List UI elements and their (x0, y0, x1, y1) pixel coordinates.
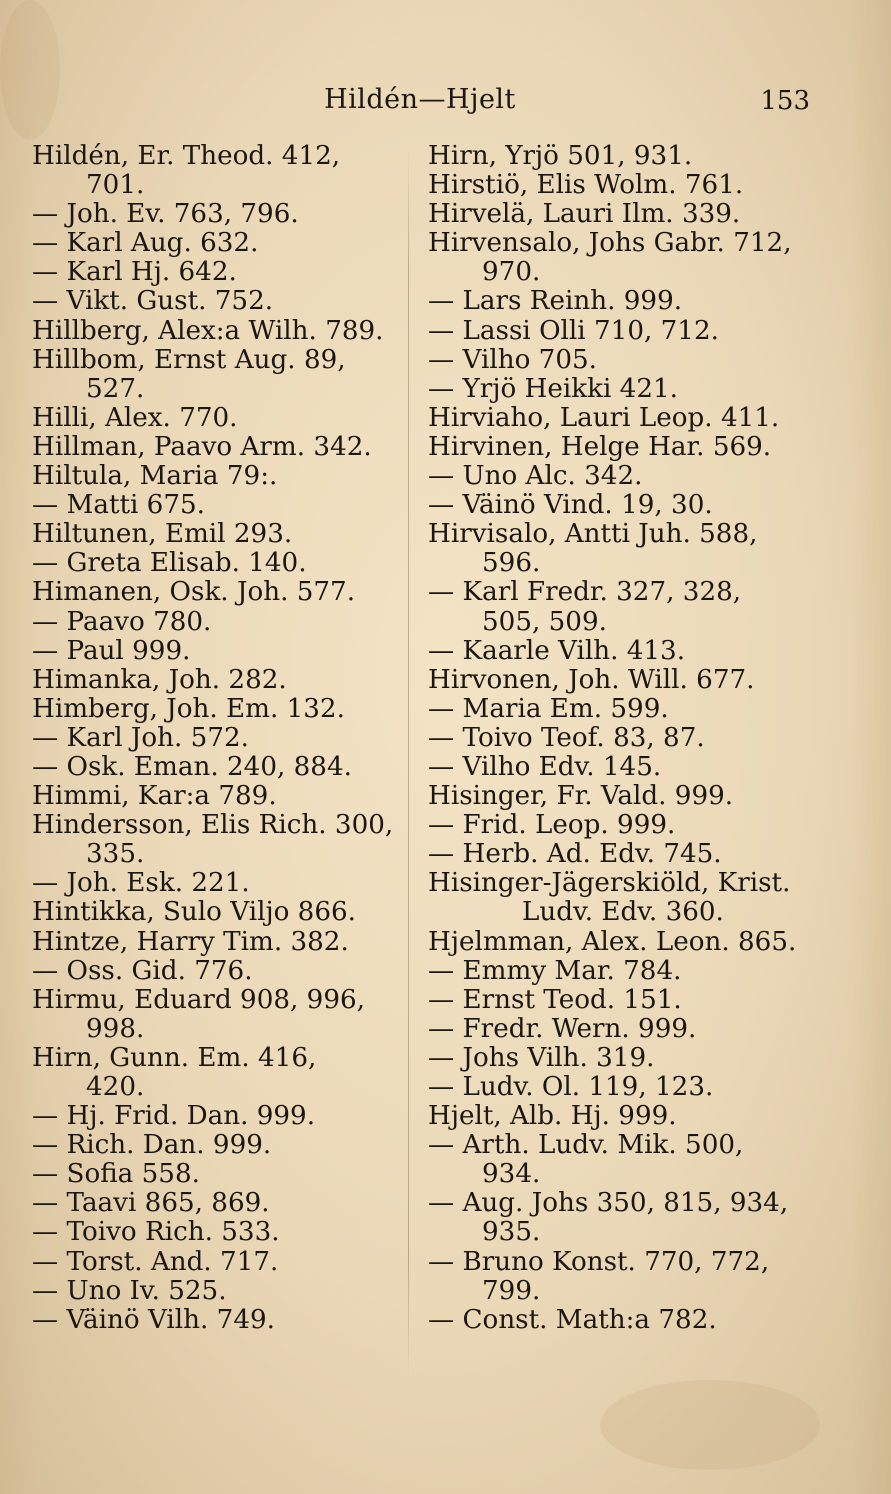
index-entry: — Karl Aug. 632. (32, 228, 259, 259)
right-column (428, 142, 818, 1335)
index-entry: Hiltunen, Emil 293. (32, 519, 293, 550)
index-entry-continuation: 998. (86, 1013, 145, 1044)
index-entry: Hildén, Er. Theod. 412, (32, 141, 341, 171)
running-header-title: Hildén—Hjelt (324, 84, 516, 115)
paper-stain (600, 1380, 820, 1470)
index-entry: — Taavi 865, 869. (32, 1188, 270, 1219)
index-entry: Hisinger-Jägerskiöld, Krist. (428, 868, 791, 899)
index-entry: — Johs Vilh. 319. (428, 1042, 655, 1073)
index-entry: Hirvisalo, Antti Juh. 588, (428, 519, 758, 550)
index-entry: Himanka, Joh. 282. (32, 664, 287, 695)
index-entry: Himanen, Osk. Joh. 577. (32, 577, 356, 608)
index-entry-continuation: Ludv. Edv. 360. (522, 897, 724, 928)
index-entry: — Oss. Gid. 776. (32, 955, 253, 986)
index-entry: — Torst. And. 717. (32, 1246, 279, 1277)
index-entry: Hillberg, Alex:a Wilh. 789. (32, 315, 384, 346)
index-entry: — Toivo Teof. 83, 87. (428, 722, 705, 753)
index-entry-continuation: 596. (482, 548, 541, 579)
index-entry: — Karl Fredr. 327, 328, (428, 577, 742, 608)
index-entry: Hintikka, Sulo Viljo 866. (32, 897, 356, 928)
index-entry: Hirvelä, Lauri Ilm. 339. (428, 199, 741, 230)
index-entry-continuation: 701. (86, 170, 145, 201)
index-entry: — Toivo Rich. 533. (32, 1217, 280, 1248)
index-entry: Hisinger, Fr. Vald. 999. (428, 781, 734, 812)
index-entry: — Uno Iv. 525. (32, 1275, 227, 1306)
index-entry: — Matti 675. (32, 490, 205, 521)
index-entry: — Paavo 780. (32, 606, 212, 637)
index-entry: Hjelt, Alb. Hj. 999. (428, 1101, 677, 1132)
index-entry: — Greta Elisab. 140. (32, 548, 307, 579)
index-entry: — Emmy Mar. 784. (428, 955, 682, 986)
index-entry: Hirviaho, Lauri Leop. 411. (428, 402, 780, 433)
index-entry: Hillman, Paavo Arm. 342. (32, 431, 372, 462)
index-entry: Himberg, Joh. Em. 132. (32, 693, 345, 724)
index-entry: — Aug. Johs 350, 815, 934, (428, 1188, 789, 1219)
index-entry: — Ernst Teod. 151. (428, 984, 682, 1015)
index-entry: — Frid. Leop. 999. (428, 810, 676, 841)
index-entry: — Maria Em. 599. (428, 693, 669, 724)
index-entry: — Arth. Ludv. Mik. 500, (428, 1130, 744, 1161)
index-entry: Himmi, Kar:a 789. (32, 781, 277, 812)
index-entry: Hjelmman, Alex. Leon. 865. (428, 926, 797, 957)
index-entry: — Kaarle Vilh. 413. (428, 635, 686, 666)
index-entry: Hillbom, Ernst Aug. 89, (32, 344, 346, 375)
index-entry: — Fredr. Wern. 999. (428, 1013, 697, 1044)
index-entry: — Vikt. Gust. 752. (32, 286, 274, 317)
index-entry: — Väinö Vilh. 749. (32, 1304, 275, 1335)
index-entry: — Karl Joh. 572. (32, 722, 249, 753)
index-entry-continuation: 335. (86, 839, 145, 870)
left-column (32, 142, 402, 1335)
index-entry: — Uno Alc. 342. (428, 461, 643, 492)
index-entry-continuation: 420. (86, 1072, 145, 1102)
index-entry: — Lassi Olli 710, 712. (428, 315, 719, 346)
index-entry: — Ludv. Ol. 119, 123. (428, 1072, 714, 1102)
index-entry: Hirvonen, Joh. Will. 677. (428, 664, 755, 695)
index-entry: Hirstiö, Elis Wolm. 761. (428, 170, 744, 201)
index-entry-continuation: 527. (86, 373, 145, 404)
index-entry: — Vilho 705. (428, 344, 597, 375)
index-entry: — Vilho Edv. 145. (428, 751, 662, 782)
index-entry: — Rich. Dan. 999. (32, 1130, 272, 1161)
index-entry-continuation: 935. (482, 1217, 541, 1248)
index-entry: Hirmu, Eduard 908, 996, (32, 984, 365, 1015)
column-divider (408, 150, 409, 1380)
index-entry: — Karl Hj. 642. (32, 257, 237, 288)
index-entry: Hirvinen, Helge Har. 569. (428, 431, 772, 462)
index-entry: Hindersson, Elis Rich. 300, (32, 810, 394, 841)
index-entry: — Joh. Ev. 763, 796. (32, 199, 299, 230)
index-entry: Hilli, Alex. 770. (32, 402, 238, 433)
index-entry: — Sofia 558. (32, 1159, 200, 1190)
index-entry: Hiltula, Maria 79:. (32, 461, 278, 492)
index-entry: — Osk. Eman. 240, 884. (32, 751, 352, 782)
index-entry: — Hj. Frid. Dan. 999. (32, 1101, 316, 1132)
paper-stain (0, 0, 60, 140)
index-entry: Hintze, Harry Tim. 382. (32, 926, 349, 957)
index-entry: — Const. Math:a 782. (428, 1304, 717, 1335)
index-entry: — Bruno Konst. 770, 772, (428, 1246, 770, 1277)
page-number: 153 (760, 86, 810, 116)
index-entry: Hirvensalo, Johs Gabr. 712, (428, 228, 792, 259)
index-entry: — Joh. Esk. 221. (32, 868, 250, 899)
index-entry-continuation: 505, 509. (482, 606, 607, 637)
index-entry: — Lars Reinh. 999. (428, 286, 683, 317)
index-entry: — Herb. Ad. Edv. 745. (428, 839, 722, 870)
index-entry: — Väinö Vind. 19, 30. (428, 490, 713, 521)
index-entry: — Paul 999. (32, 635, 191, 666)
index-entry-continuation: 799. (482, 1275, 541, 1306)
index-entry-continuation: 970. (482, 257, 541, 288)
index-entry: Hirn, Yrjö 501, 931. (428, 141, 693, 171)
index-entry: Hirn, Gunn. Em. 416, (32, 1042, 317, 1073)
index-entry: — Yrjö Heikki 421. (428, 373, 678, 404)
index-entry-continuation: 934. (482, 1159, 541, 1190)
